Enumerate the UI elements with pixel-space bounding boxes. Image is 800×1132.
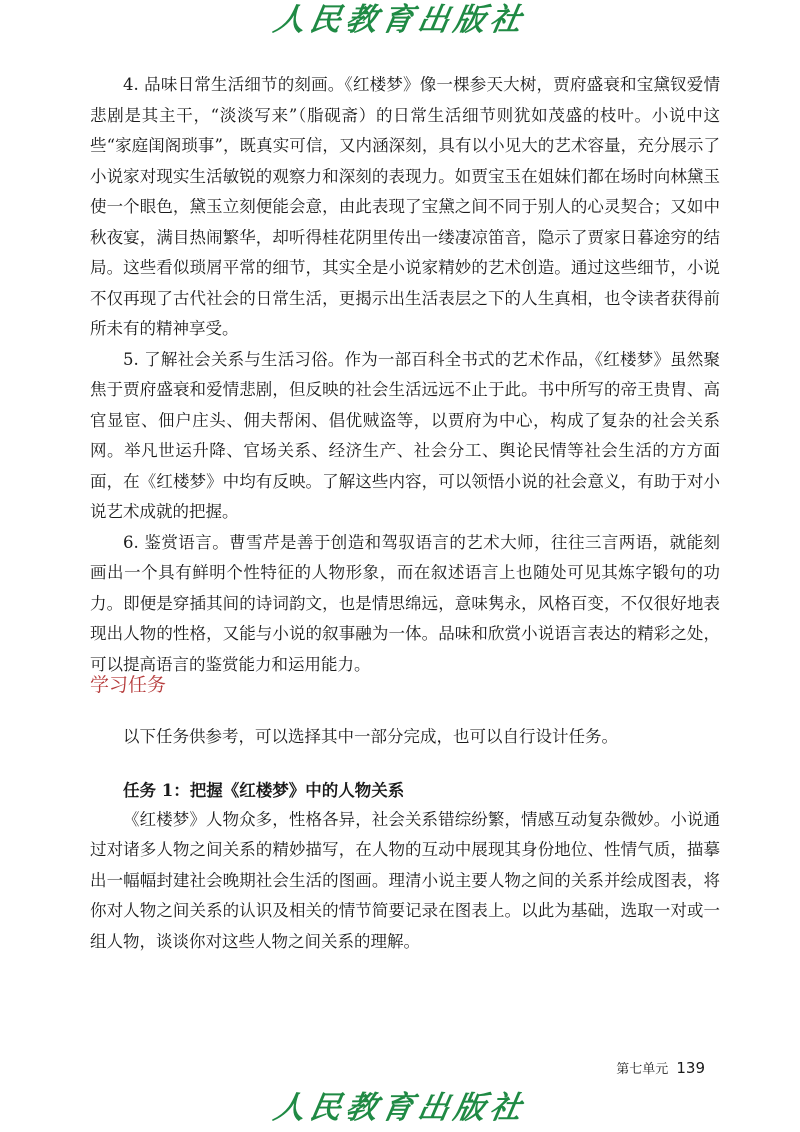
task-1-body: 《红楼梦》人物众多，性格各异，社会关系错综纷繁，情感互动复杂微妙。小说通过对诸多人物之间关系的精妙描写，在人物的互动中展现其身份地位、性情气质，描摹出一幅幅封建社会晚期社会生活的图画。理清小说主要人物之间的关系并绘成图表，将你对人物之间关系的认识及相关的情节简要记录在图表上。以此为基础，选取一对或一组人物，谈谈你对这些人物之间关系的理解。 [90, 809, 720, 951]
page-number: 139 [676, 1059, 705, 1077]
paragraph-5: 5. 了解社会关系与生活习俗。作为一部百科全书式的艺术作品，《红楼梦》虽然聚焦于贾府盛衰和爱情悲剧，但反映的社会生活远远不止于此。书中所写的帝王贵胄、高官显宦、佃户庄头、佣夫帮闲、倡优贼盗等，以贾府为中心，构成了复杂的社会关系网。举凡世运升降、官场关系、经济生产、社会分工、舆论民情等社会生活的方方面面，在《红楼梦》中均有反映。了解这些内容，可以领悟小说的社会意义，有助于对小说艺术成就的把握。 [90, 349, 720, 521]
page-footer [616, 1058, 705, 1077]
tasks-block [90, 722, 720, 957]
task-1-heading: 任务 1：把握《红楼梦》中的人物关系 [123, 780, 405, 800]
paragraph-4: 4. 品味日常生活细节的刻画。《红楼梦》像一棵参天大树，贾府盛衰和宝黛钗爱情悲剧是其主干，“淡淡写来”（脂砚斋）的日常生活细节则犹如茂盛的枝叶。小说中这些“家庭闺阁琐事”，既真实可信，又内涵深刻，具有以小见大的艺术容量，充分展示了小说家对现实生活敏锐的观察力和深刻的表现力。如贾宝玉在姐妹们都在场时向林黛玉使一个眼色，黛玉立刻便能会意，由此表现了宝黛之间不同于别人的心灵契合；又如中秋夜宴，满目热闹繁华，却听得桂花阴里传出一缕凄凉笛音，隐示了贾家日暮途穷的结局。这些看似琐屑平常的细节，其实全是小说家精妙的艺术创造。通过这些细节，小说不仅再现了古代社会的日常生活，更揭示出生活表层之下的人生真相，也令读者获得前所未有的精神享受。 [90, 75, 720, 338]
publisher-logo-bottom: 人民教育出版社 [270, 1090, 530, 1126]
publisher-logo-top: 人民教育出版社 [270, 2, 530, 38]
paragraph-6: 6. 鉴赏语言。曹雪芹是善于创造和驾驭语言的艺术大师，往往三言两语，就能刻画出一个具有鲜明个性特征的人物形象，而在叙述语言上也随处可见其炼字锻句的功力。即便是穿插其间的诗词韵文，也是情思绵远，意味隽永，风格百变，不仅很好地表现出人物的性格，又能与小说的叙事融为一体。品味和欣赏小说语言表达的精彩之处，可以提高语言的鉴赏能力和运用能力。 [90, 532, 720, 674]
body-paragraphs [90, 70, 720, 680]
section-heading: 学习任务 [90, 674, 167, 696]
unit-label: 第七单元 [616, 1062, 669, 1077]
tasks-intro: 以下任务供参考，可以选择其中一部分完成，也可以自行设计任务。 [123, 727, 618, 746]
